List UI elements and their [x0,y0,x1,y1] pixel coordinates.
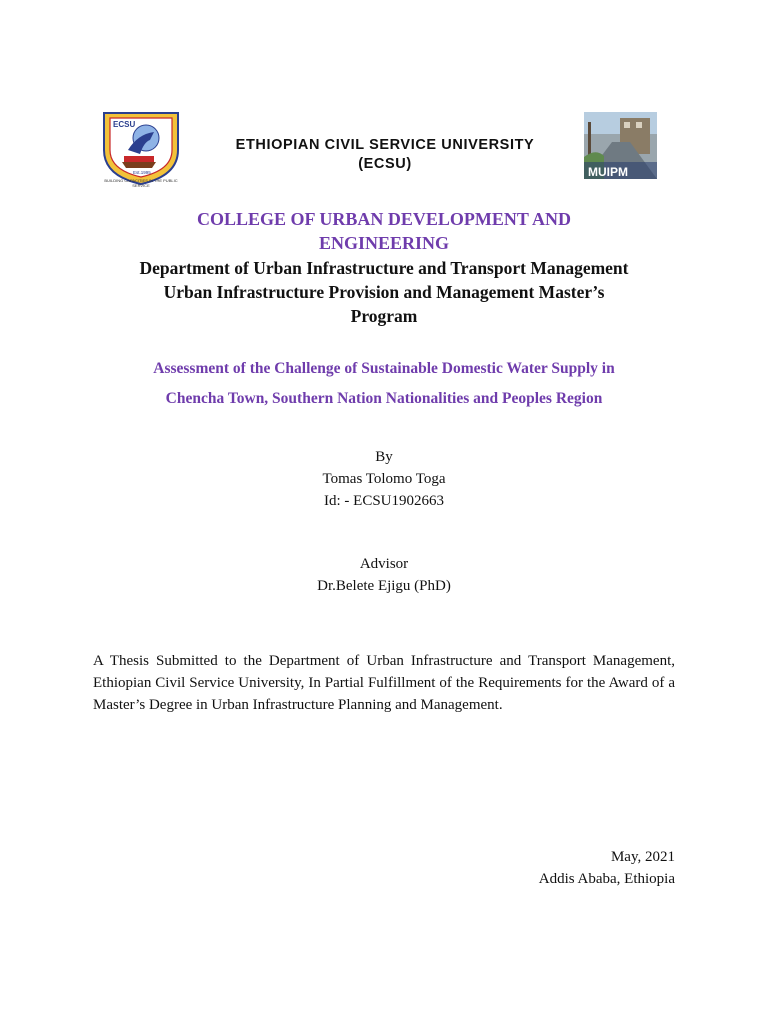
university-name: ETHIOPIAN CIVIL SERVICE UNIVERSITY [235,137,535,153]
submission-statement: A Thesis Submitted to the Department of Urban Infrastructure and Transport Management, Ethiopian Civil Service University, In Partial Fulfillment of the Requirements for the Award of a Master’s Degree in Urban Infrastructure Planning and Management. [93,653,675,713]
submission-date: May, 2021 [610,849,675,865]
ecsu-logo-text: ECSU [113,120,136,129]
muipm-logo-text: MUIPM [588,165,628,179]
thesis-title-line1: Assessment of the Challenge of Sustainable Domestic Water Supply in [153,360,615,377]
program-name-line2: Program [350,306,418,326]
advisor-label: Advisor [359,556,409,572]
muipm-logo [584,112,657,179]
advisor-name: Dr.Belete Ejigu (PhD) [317,578,451,594]
ecsu-logo-est: Est.1995 [133,170,151,175]
ecsu-logo [100,110,182,186]
submission-place: Addis Ababa, Ethiopia [538,871,675,887]
by-label: By [375,449,393,465]
author-name: Tomas Tolomo Toga [322,471,446,487]
university-abbr: (ECSU) [358,156,412,172]
college-name-line1: COLLEGE OF URBAN DEVELOPMENT AND [196,209,572,229]
department-name: Department of Urban Infrastructure and Transport Management [139,258,629,278]
author-id: Id: - ECSU1902663 [324,493,444,509]
college-name-line2: ENGINEERING [318,233,450,253]
program-name-line1: Urban Infrastructure Provision and Management Master’s [163,282,605,302]
thesis-title-line2: Chencha Town, Southern Nation Nationalities and Peoples Region [165,390,603,407]
ecsu-logo-motto: BUILDING CAPACITIES IN THE PUBLIC SERVICE [104,178,178,188]
